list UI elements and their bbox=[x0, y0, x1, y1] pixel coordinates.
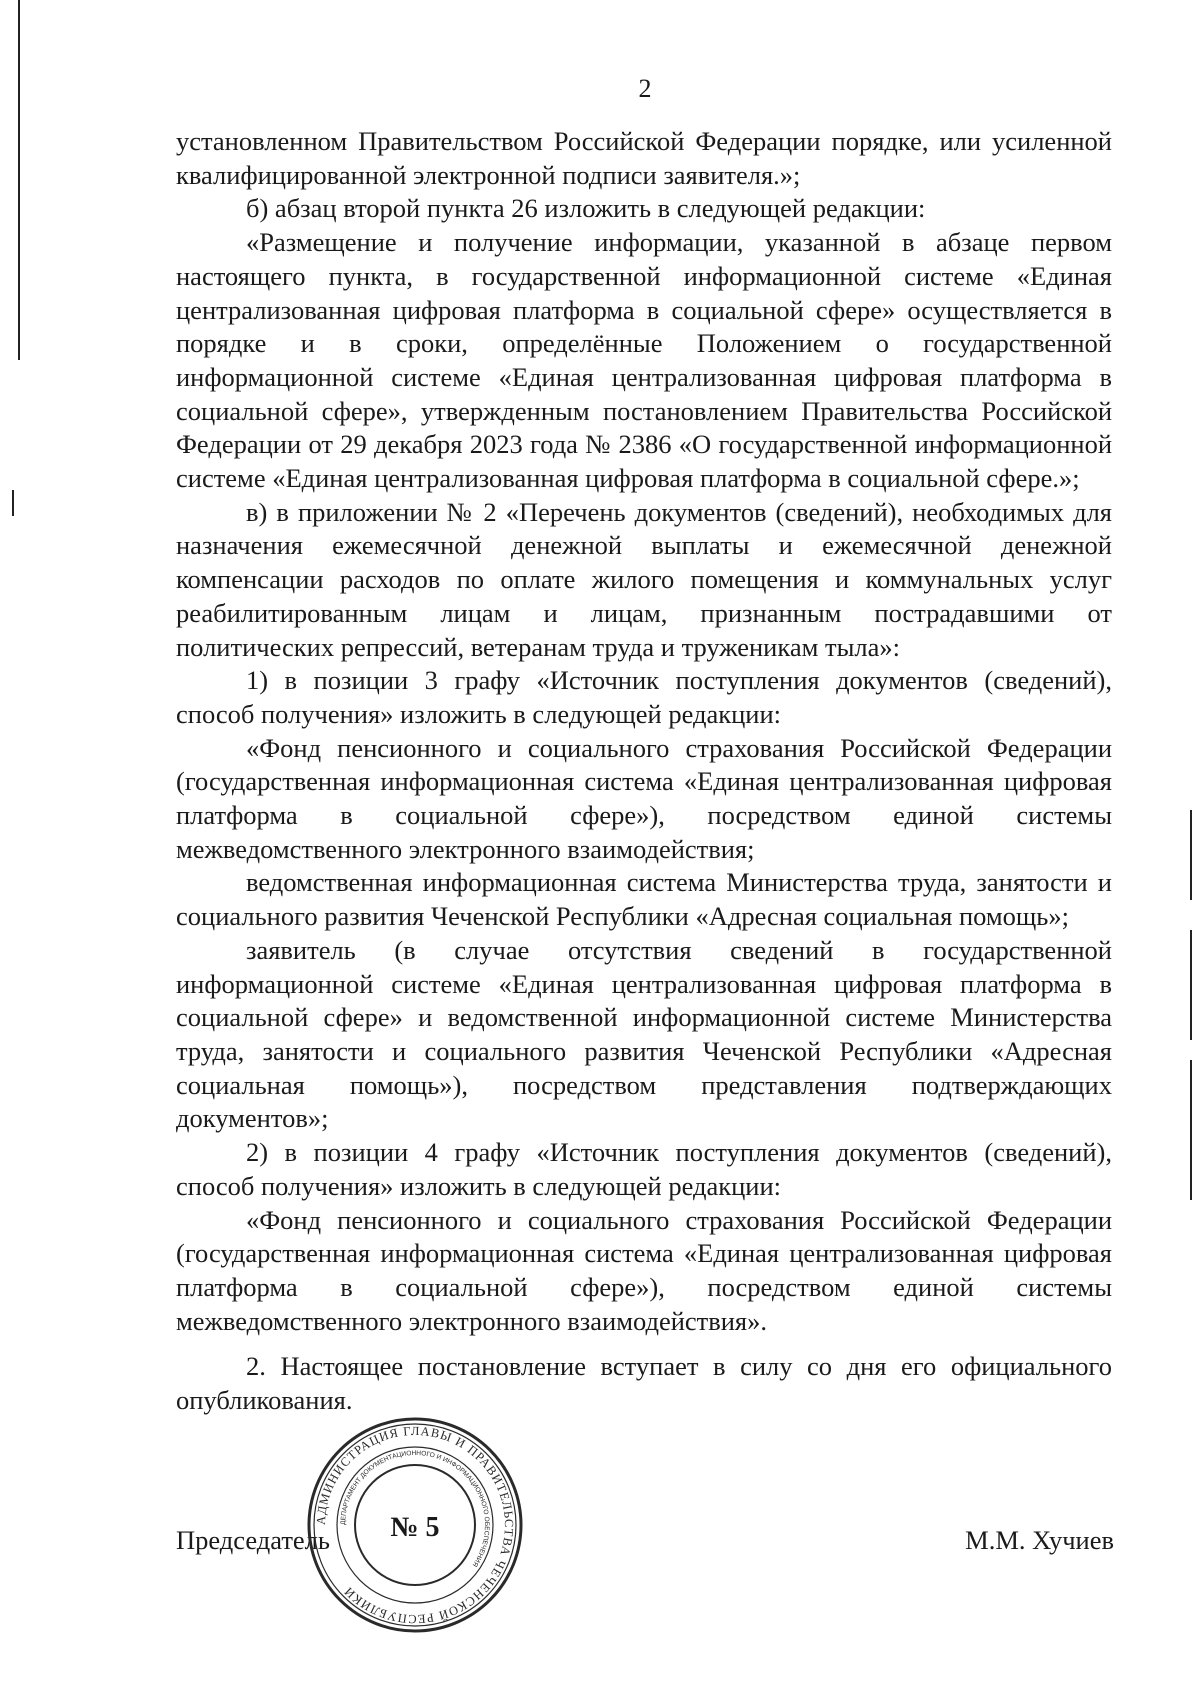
paragraph: в) в приложении № 2 «Перечень документов (сведений), необходимых для назначения ежемесячной денежной выплаты и ежемесячной денежной компенсации расходов по оплате жилого помещения и коммунальных услуг реабилитированным лицам и лицам, признанным пострадавшими от политических репрессий, ветеранам труда и труженикам тыла»: bbox=[176, 496, 1112, 662]
paragraph: «Фонд пенсионного и социального страхования Российской Федерации (государственная информационная система «Единая централизованная цифровая платформа в социальной сфере»), посредством единой системы межведомственного электронного взаимодействия; bbox=[176, 732, 1112, 864]
paragraph: «Фонд пенсионного и социального страхования Российской Федерации (государственная информационная система «Единая централизованная цифровая платформа в социальной сфере»), посредством единой системы межведомственного электронного взаимодействия». bbox=[176, 1204, 1112, 1336]
signature-name: М.М. Хучиев bbox=[965, 1525, 1114, 1555]
document-body bbox=[176, 125, 1112, 1418]
seal-outer-text: АДМИНИСТРАЦИЯ ГЛАВЫ И ПРАВИТЕЛЬСТВА ЧЕЧЕНСКОЙ РЕСПУБЛИКИ bbox=[313, 1423, 517, 1627]
seal-number: № 5 bbox=[390, 1512, 440, 1543]
paragraph: заявитель (в случае отсутствия сведений в государственной информационной системе «Единая централизованная цифровая платформа в социальной сфере» и ведомственной информационной системе Министерства труда, занятости и социального развития Чеченской Республики «Адресная социальная помощь»), посредством представления подтверждающих документов»; bbox=[176, 934, 1112, 1134]
paragraph: ведомственная информационная система Министерства труда, занятости и социального развития Чеченской Республики «Адресная социальная помощь»; bbox=[176, 867, 1112, 932]
scan-right-edge bbox=[1190, 810, 1192, 900]
paragraph: 2) в позиции 4 графу «Источник поступления документов (сведений), способ получения» изложить в следующей редакции: bbox=[176, 1137, 1112, 1201]
page-number: 2 bbox=[638, 74, 652, 103]
scan-left-mark bbox=[12, 490, 14, 516]
signature-title: Председатель bbox=[176, 1525, 330, 1555]
seal-inner-text: ДЕПАРТАМЕНТ ДОКУМЕНТАЦИОННОГО И ИНФОРМАЦИОННОГО ОБЕСПЕЧЕНИЯ bbox=[339, 1449, 491, 1568]
paragraph-continuation: установленном Правительством Российской Федерации порядке, или усиленной квалифицированной электронной подписи заявителя.»; bbox=[176, 126, 1112, 190]
paragraph: 1) в позиции 3 графу «Источник поступления документов (сведений), способ получения» изложить в следующей редакции: bbox=[176, 665, 1112, 729]
paragraph: б) абзац второй пункта 26 изложить в следующей редакции: bbox=[246, 193, 926, 224]
paragraph: «Размещение и получение информации, указанной в абзаце первом настоящего пункта, в государственной информационной системе «Единая централизованная цифровая платформа в социальной сфере» осуществляется в порядке и в сроки, определённые Положением о государственной информационной системе «Единая централизованная цифровая платформа в социальной сфере», утвержденным постановлением Правительства Российской Федерации от 29 декабря 2023 года № 2386 «О государственной информационной системе «Единая централизованная цифровая платформа в социальной сфере.»; bbox=[176, 227, 1112, 494]
official-seal bbox=[303, 1413, 527, 1637]
scan-left-edge bbox=[18, 0, 20, 360]
paragraph-effective-date: 2. Настоящее постановление вступает в силу со дня его официального опубликования. bbox=[176, 1351, 1112, 1416]
scan-right-edge-lower bbox=[1190, 930, 1192, 1040]
scan-right-edge-bottom bbox=[1190, 1060, 1192, 1200]
